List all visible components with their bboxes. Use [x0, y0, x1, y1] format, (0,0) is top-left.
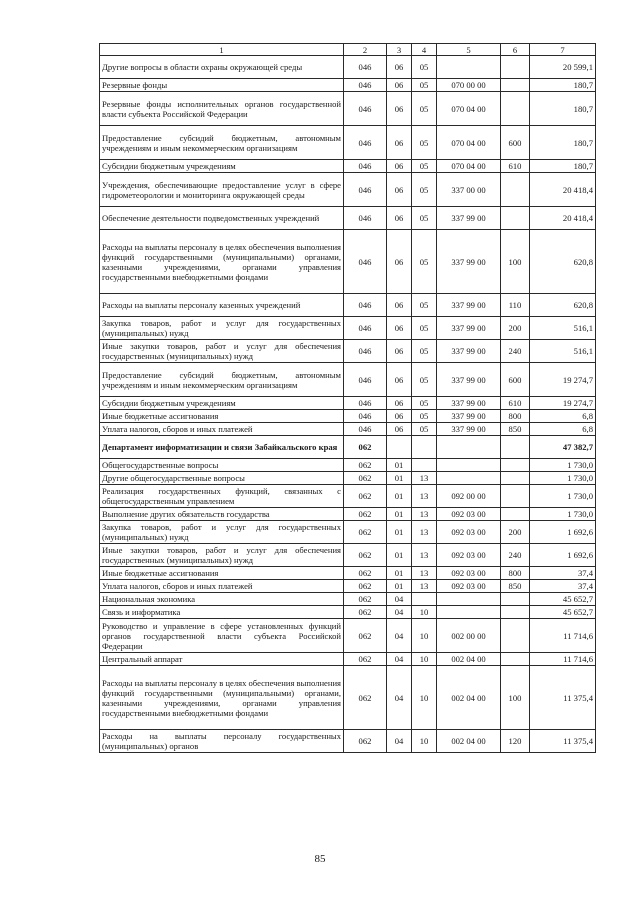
cell-c6 — [501, 653, 530, 666]
row-name-cell: Другие общегосударственные вопросы — [100, 472, 344, 485]
row-name-cell: Предоставление субсидий бюджетным, автономным учреждениям и иным некоммерческим организациям — [100, 126, 344, 160]
table-row — [100, 410, 596, 423]
table-row — [100, 485, 596, 508]
column-number: 6 — [501, 44, 530, 56]
cell-c7: 6,8 — [530, 423, 596, 436]
cell-c6: 100 — [501, 230, 530, 294]
cell-c3: 06 — [387, 126, 412, 160]
cell-c2: 062 — [344, 619, 387, 653]
cell-c4 — [412, 459, 437, 472]
cell-c3: 01 — [387, 567, 412, 580]
cell-c6: 610 — [501, 160, 530, 173]
row-name-cell: Связь и информатика — [100, 606, 344, 619]
cell-c4: 05 — [412, 397, 437, 410]
cell-c2: 062 — [344, 606, 387, 619]
row-name-cell: Национальная экономика — [100, 593, 344, 606]
table-row — [100, 436, 596, 459]
cell-c5 — [437, 472, 501, 485]
cell-c6: 100 — [501, 666, 530, 730]
cell-c3: 04 — [387, 666, 412, 730]
row-name-cell: Иные закупки товаров, работ и услуг для обеспечения государственных (муниципальных) нужд — [100, 544, 344, 567]
column-number-row — [100, 44, 596, 56]
cell-c6: 600 — [501, 126, 530, 160]
table-row — [100, 567, 596, 580]
cell-c3: 06 — [387, 92, 412, 126]
cell-c6 — [501, 92, 530, 126]
cell-c6 — [501, 619, 530, 653]
cell-c5 — [437, 606, 501, 619]
cell-c3: 06 — [387, 56, 412, 79]
cell-c5: 002 04 00 — [437, 653, 501, 666]
cell-c5: 092 03 00 — [437, 508, 501, 521]
page-number: 85 — [314, 853, 326, 865]
cell-c7: 20 418,4 — [530, 173, 596, 207]
cell-c6 — [501, 606, 530, 619]
cell-c7: 1 730,0 — [530, 508, 596, 521]
cell-c4: 10 — [412, 666, 437, 730]
cell-c2: 046 — [344, 173, 387, 207]
row-name-cell: Выполнение других обязательств государства — [100, 508, 344, 521]
cell-c6 — [501, 207, 530, 230]
cell-c2: 046 — [344, 397, 387, 410]
table-row — [100, 160, 596, 173]
cell-c4: 05 — [412, 410, 437, 423]
cell-c3: 04 — [387, 653, 412, 666]
table-row — [100, 317, 596, 340]
cell-c5: 337 99 00 — [437, 207, 501, 230]
cell-c3: 01 — [387, 580, 412, 593]
cell-c5: 337 00 00 — [437, 173, 501, 207]
cell-c7: 180,7 — [530, 160, 596, 173]
cell-c3: 06 — [387, 173, 412, 207]
table-row — [100, 423, 596, 436]
cell-c3: 06 — [387, 410, 412, 423]
cell-c7: 1 692,6 — [530, 521, 596, 544]
cell-c2: 046 — [344, 160, 387, 173]
cell-c7: 37,4 — [530, 567, 596, 580]
cell-c2: 046 — [344, 126, 387, 160]
cell-c5: 070 04 00 — [437, 126, 501, 160]
cell-c7: 11 714,6 — [530, 619, 596, 653]
cell-c6 — [501, 173, 530, 207]
cell-c5: 070 04 00 — [437, 160, 501, 173]
row-name-cell: Другие вопросы в области охраны окружающей среды — [100, 56, 344, 79]
cell-c7: 180,7 — [530, 92, 596, 126]
row-name-cell: Иные бюджетные ассигнования — [100, 567, 344, 580]
cell-c7: 516,1 — [530, 317, 596, 340]
cell-c4: 05 — [412, 317, 437, 340]
row-name-cell: Субсидии бюджетным учреждениям — [100, 397, 344, 410]
table-row — [100, 619, 596, 653]
cell-c4: 13 — [412, 521, 437, 544]
cell-c5 — [437, 56, 501, 79]
table-row — [100, 593, 596, 606]
cell-c2: 062 — [344, 508, 387, 521]
table-row — [100, 459, 596, 472]
cell-c4: 05 — [412, 92, 437, 126]
cell-c7: 516,1 — [530, 340, 596, 363]
row-name-cell: Центральный аппарат — [100, 653, 344, 666]
row-name-cell: Закупка товаров, работ и услуг для государственных (муниципальных) нужд — [100, 521, 344, 544]
row-name-cell: Уплата налогов, сборов и иных платежей — [100, 423, 344, 436]
cell-c6: 110 — [501, 294, 530, 317]
cell-c3: 06 — [387, 160, 412, 173]
cell-c2: 046 — [344, 410, 387, 423]
cell-c7: 620,8 — [530, 230, 596, 294]
cell-c5: 337 99 00 — [437, 423, 501, 436]
cell-c7: 180,7 — [530, 126, 596, 160]
cell-c6 — [501, 459, 530, 472]
cell-c5: 337 99 00 — [437, 363, 501, 397]
cell-c4: 05 — [412, 173, 437, 207]
row-name-cell: Иные закупки товаров, работ и услуг для обеспечения государственных (муниципальных) нужд — [100, 340, 344, 363]
column-number: 3 — [387, 44, 412, 56]
cell-c2: 062 — [344, 593, 387, 606]
cell-c3 — [387, 436, 412, 459]
cell-c4: 10 — [412, 653, 437, 666]
cell-c2: 062 — [344, 580, 387, 593]
cell-c2: 062 — [344, 567, 387, 580]
cell-c5 — [437, 593, 501, 606]
cell-c2: 046 — [344, 56, 387, 79]
cell-c2: 062 — [344, 544, 387, 567]
cell-c2: 062 — [344, 459, 387, 472]
cell-c2: 062 — [344, 666, 387, 730]
cell-c6: 600 — [501, 363, 530, 397]
table-row — [100, 653, 596, 666]
cell-c3: 01 — [387, 472, 412, 485]
column-number: 4 — [412, 44, 437, 56]
cell-c6: 850 — [501, 423, 530, 436]
cell-c3: 04 — [387, 730, 412, 753]
cell-c5: 092 03 00 — [437, 580, 501, 593]
cell-c5: 070 04 00 — [437, 92, 501, 126]
cell-c6: 800 — [501, 410, 530, 423]
cell-c5: 337 99 00 — [437, 230, 501, 294]
cell-c7: 1 730,0 — [530, 485, 596, 508]
cell-c5: 002 04 00 — [437, 730, 501, 753]
cell-c3: 06 — [387, 363, 412, 397]
row-name-cell: Закупка товаров, работ и услуг для государственных (муниципальных) нужд — [100, 317, 344, 340]
cell-c5: 002 04 00 — [437, 666, 501, 730]
cell-c2: 046 — [344, 317, 387, 340]
cell-c7: 45 652,7 — [530, 606, 596, 619]
cell-c6: 610 — [501, 397, 530, 410]
cell-c7: 47 382,7 — [530, 436, 596, 459]
cell-c3: 04 — [387, 606, 412, 619]
cell-c4: 05 — [412, 160, 437, 173]
cell-c6 — [501, 472, 530, 485]
table-row — [100, 544, 596, 567]
cell-c7: 37,4 — [530, 580, 596, 593]
cell-c3: 06 — [387, 423, 412, 436]
cell-c7: 11 714,6 — [530, 653, 596, 666]
cell-c3: 01 — [387, 544, 412, 567]
cell-c4: 13 — [412, 580, 437, 593]
cell-c6: 200 — [501, 317, 530, 340]
cell-c7: 620,8 — [530, 294, 596, 317]
cell-c2: 062 — [344, 653, 387, 666]
table-row — [100, 56, 596, 79]
cell-c2: 046 — [344, 92, 387, 126]
cell-c6 — [501, 508, 530, 521]
row-name-cell: Руководство и управление в сфере установленных функций органов государственной власти субъекта Российской Федерации — [100, 619, 344, 653]
cell-c2: 046 — [344, 79, 387, 92]
cell-c7: 1 692,6 — [530, 544, 596, 567]
table-row — [100, 606, 596, 619]
cell-c4: 10 — [412, 606, 437, 619]
cell-c3: 04 — [387, 593, 412, 606]
table-row — [100, 230, 596, 294]
cell-c2: 046 — [344, 340, 387, 363]
cell-c4: 05 — [412, 423, 437, 436]
cell-c4: 13 — [412, 485, 437, 508]
cell-c6 — [501, 485, 530, 508]
table-row — [100, 666, 596, 730]
cell-c2: 062 — [344, 521, 387, 544]
cell-c2: 062 — [344, 730, 387, 753]
cell-c6: 240 — [501, 340, 530, 363]
table-row — [100, 472, 596, 485]
cell-c6: 240 — [501, 544, 530, 567]
cell-c7: 180,7 — [530, 79, 596, 92]
column-number: 5 — [437, 44, 501, 56]
table-row — [100, 580, 596, 593]
table-row — [100, 294, 596, 317]
cell-c2: 062 — [344, 485, 387, 508]
cell-c7: 1 730,0 — [530, 472, 596, 485]
cell-c3: 01 — [387, 459, 412, 472]
cell-c7: 6,8 — [530, 410, 596, 423]
cell-c5: 092 00 00 — [437, 485, 501, 508]
column-number: 7 — [530, 44, 596, 56]
cell-c5: 337 99 00 — [437, 410, 501, 423]
cell-c7: 1 730,0 — [530, 459, 596, 472]
cell-c4: 05 — [412, 56, 437, 79]
table-row — [100, 173, 596, 207]
column-number: 2 — [344, 44, 387, 56]
cell-c4: 13 — [412, 472, 437, 485]
row-name-cell: Резервные фонды — [100, 79, 344, 92]
table-row — [100, 92, 596, 126]
cell-c5: 092 03 00 — [437, 521, 501, 544]
cell-c4: 05 — [412, 126, 437, 160]
budget-table-body — [100, 44, 596, 753]
row-name-cell: Предоставление субсидий бюджетным, автономным учреждениям и иным некоммерческим организациям — [100, 363, 344, 397]
cell-c3: 06 — [387, 317, 412, 340]
cell-c4: 10 — [412, 730, 437, 753]
cell-c5: 337 99 00 — [437, 317, 501, 340]
cell-c2: 062 — [344, 436, 387, 459]
row-name-cell: Учреждения, обеспечивающие предоставление услуг в сфере гидрометеорологии и мониторинга окружающей среды — [100, 173, 344, 207]
row-name-cell: Департамент информатизации и связи Забайкальского края — [100, 436, 344, 459]
row-name-cell: Расходы на выплаты персоналу государственных (муниципальных) органов — [100, 730, 344, 753]
cell-c3: 06 — [387, 340, 412, 363]
cell-c3: 01 — [387, 508, 412, 521]
cell-c3: 06 — [387, 230, 412, 294]
cell-c3: 01 — [387, 521, 412, 544]
cell-c6: 800 — [501, 567, 530, 580]
cell-c2: 062 — [344, 472, 387, 485]
cell-c4: 10 — [412, 619, 437, 653]
cell-c4: 05 — [412, 294, 437, 317]
cell-c6 — [501, 436, 530, 459]
cell-c3: 06 — [387, 294, 412, 317]
cell-c3: 06 — [387, 397, 412, 410]
cell-c4: 13 — [412, 567, 437, 580]
cell-c4 — [412, 593, 437, 606]
cell-c3: 04 — [387, 619, 412, 653]
table-row — [100, 79, 596, 92]
cell-c4: 05 — [412, 230, 437, 294]
cell-c4: 13 — [412, 508, 437, 521]
cell-c6 — [501, 79, 530, 92]
table-row — [100, 363, 596, 397]
cell-c7: 19 274,7 — [530, 363, 596, 397]
cell-c2: 046 — [344, 363, 387, 397]
cell-c7: 19 274,7 — [530, 397, 596, 410]
cell-c6: 850 — [501, 580, 530, 593]
row-name-cell: Резервные фонды исполнительных органов государственной власти субъекта Российской Федерации — [100, 92, 344, 126]
cell-c2: 046 — [344, 230, 387, 294]
row-name-cell: Реализация государственных функций, связанных с общегосударственным управлением — [100, 485, 344, 508]
cell-c3: 06 — [387, 207, 412, 230]
cell-c5: 092 03 00 — [437, 567, 501, 580]
cell-c6 — [501, 56, 530, 79]
cell-c7: 20 418,4 — [530, 207, 596, 230]
row-name-cell: Расходы на выплаты персоналу казенных учреждений — [100, 294, 344, 317]
cell-c7: 45 652,7 — [530, 593, 596, 606]
row-name-cell: Расходы на выплаты персоналу в целях обеспечения выполнения функций государственными (муниципальными) органами, казенными учреждениями, органами управления государственными внебюджетными фондами — [100, 230, 344, 294]
cell-c5 — [437, 459, 501, 472]
cell-c2: 046 — [344, 207, 387, 230]
cell-c6 — [501, 593, 530, 606]
table-row — [100, 521, 596, 544]
row-name-cell: Расходы на выплаты персоналу в целях обеспечения выполнения функций государственными (муниципальными) органами, казенными учреждениями, органами управления государственными внебюджетными фондами — [100, 666, 344, 730]
cell-c2: 046 — [344, 294, 387, 317]
row-name-cell: Уплата налогов, сборов и иных платежей — [100, 580, 344, 593]
cell-c4: 05 — [412, 340, 437, 363]
row-name-cell: Общегосударственные вопросы — [100, 459, 344, 472]
cell-c7: 11 375,4 — [530, 666, 596, 730]
table-row — [100, 340, 596, 363]
cell-c5: 337 99 00 — [437, 294, 501, 317]
table-row — [100, 126, 596, 160]
cell-c4: 05 — [412, 79, 437, 92]
table-row — [100, 730, 596, 753]
cell-c5: 070 00 00 — [437, 79, 501, 92]
table-row — [100, 508, 596, 521]
row-name-cell: Субсидии бюджетным учреждениям — [100, 160, 344, 173]
table-row — [100, 397, 596, 410]
cell-c2: 046 — [344, 423, 387, 436]
cell-c5: 002 00 00 — [437, 619, 501, 653]
cell-c5: 337 99 00 — [437, 340, 501, 363]
column-number: 1 — [100, 44, 344, 56]
cell-c5: 092 03 00 — [437, 544, 501, 567]
cell-c4: 05 — [412, 363, 437, 397]
row-name-cell: Иные бюджетные ассигнования — [100, 410, 344, 423]
cell-c7: 20 599,1 — [530, 56, 596, 79]
cell-c3: 06 — [387, 79, 412, 92]
cell-c3: 01 — [387, 485, 412, 508]
budget-table — [99, 43, 596, 753]
cell-c7: 11 375,4 — [530, 730, 596, 753]
cell-c4: 13 — [412, 544, 437, 567]
cell-c5 — [437, 436, 501, 459]
cell-c5: 337 99 00 — [437, 397, 501, 410]
cell-c6: 120 — [501, 730, 530, 753]
cell-c4 — [412, 436, 437, 459]
row-name-cell: Обеспечение деятельности подведомственных учреждений — [100, 207, 344, 230]
cell-c4: 05 — [412, 207, 437, 230]
cell-c6: 200 — [501, 521, 530, 544]
table-row — [100, 207, 596, 230]
